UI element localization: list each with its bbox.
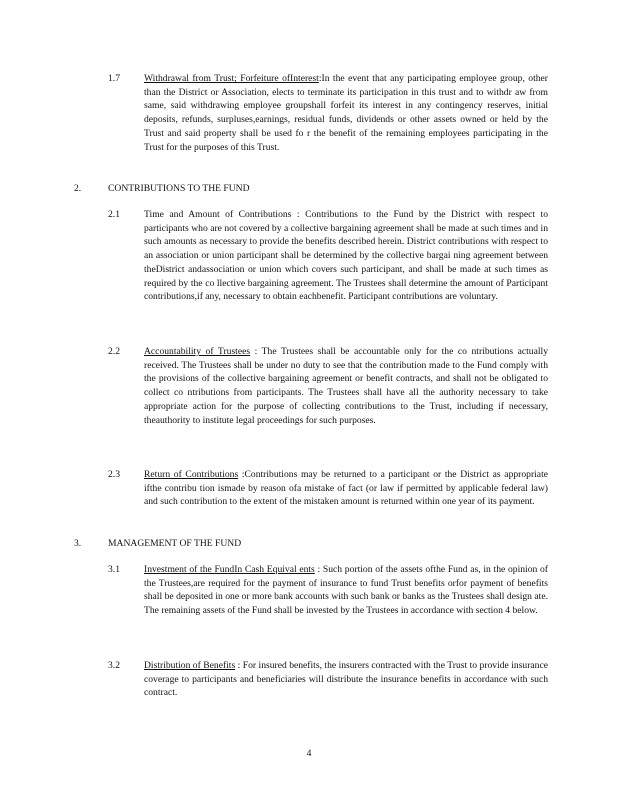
clause-number: 2.2 (108, 346, 120, 357)
clause-number: 2.3 (108, 469, 120, 480)
clause-text: :Contributions may be returned to a participant or the District as appropriate ifthe contribu tion ismade by reason ofa mistake of fact (or law if permitted by applicable federal law) and such contribution to the extent of the mistaken amount is returned within one year of its payment. (144, 469, 548, 508)
section-title: CONTRIBUTIONS TO THE FUND (108, 183, 250, 194)
clause-number: 3.2 (108, 660, 120, 671)
clause-3-2 (108, 659, 548, 700)
clause-body (144, 345, 548, 427)
clause-body (144, 72, 548, 154)
clause-number: 2.1 (108, 209, 120, 220)
clause-number: 1.7 (108, 73, 120, 84)
clause-2-2 (108, 345, 548, 427)
section-number: 2. (74, 183, 82, 194)
page-number: 4 (306, 748, 312, 759)
clause-1-7 (108, 72, 548, 154)
clause-text: Time and Amount of Contributions : Contributions to the Fund by the District with respect to participants who are not covered by a collective bargaining agreement shall be made at such times and in such amounts as necessary to provide the benefits described herein. District contributions with respect to an association or union participant shall be determined by the collective bargai ning agreement between theDistrict andassociation or union which covers such participant, and shall be made at such times as required by the co llective bargaining agreement. The Trustees shall determine the amount of Participant contributions,if any, necessary to obtain eachbenefit. Participant contributions are voluntary. (144, 209, 548, 303)
section-number: 3. (74, 538, 82, 549)
clause-number: 3.1 (108, 564, 120, 575)
clause-title: Distribution of Benefits (144, 660, 236, 671)
clause-body (144, 659, 548, 700)
clause-title: Accountability of Trustees (144, 346, 251, 357)
clause-title: Return of Contributions (144, 469, 239, 480)
clause-body (144, 468, 548, 509)
clause-3-1 (108, 563, 548, 618)
clause-text: :In the event that any participating employee group, other than the District or Association, elects to terminate its participation in this trust and to withdr aw from same, said withdrawing employee groupshall forfeit its interest in any contingency reserves, initial deposits, refunds, surpluses,earnings, residual funds, dividends or other assets owned or held by the Trust and said property shall be used fo r the benefit of the remaining employees participating in the Trust for the purposes of this Trust. (144, 73, 548, 153)
clause-title: Investment of the FundIn Cash Equival ents (144, 564, 315, 575)
clause-text: : For insured benefits, the insurers contracted with the Trust to provide insurance coverage to participants and beneficiaries will distribute the insurance benefits in accordance with such contract. (144, 660, 548, 699)
clause-2-3 (108, 468, 548, 509)
section-title: MANAGEMENT OF THE FUND (108, 538, 242, 549)
clause-2-1 (108, 208, 548, 304)
clause-title: Withdrawal from Trust; Forfeiture ofInterest (144, 73, 319, 84)
clause-text: : Such portion of the assets ofthe Fund as, in the opinion of the Trustees,are required for the payment of insurance to fund Trust benefits orfor payment of benefits shall be deposited in one or more bank accounts with such bank or banks as the Trustees shall design ate. The remaining assets of the Fund shall be invested by the Trustees in accordance with section 4 below. (144, 564, 548, 617)
clause-text: : The Trustees shall be accountable only for the co ntributions actually received. The Trustees shall be under no duty to see that the contribution made to the Fund comply with the provisions of the collective bargaining agreement or benefit contracts, and shall not be obligated to collect co ntributions from participants. The Trustees shall have all the authority necessary to take appropriate action for the purpose of collecting contributions to the Trust, including if necessary, theauthority to institute legal proceedings for such purposes. (144, 346, 548, 426)
clause-body (144, 208, 548, 304)
clause-body (144, 563, 548, 618)
